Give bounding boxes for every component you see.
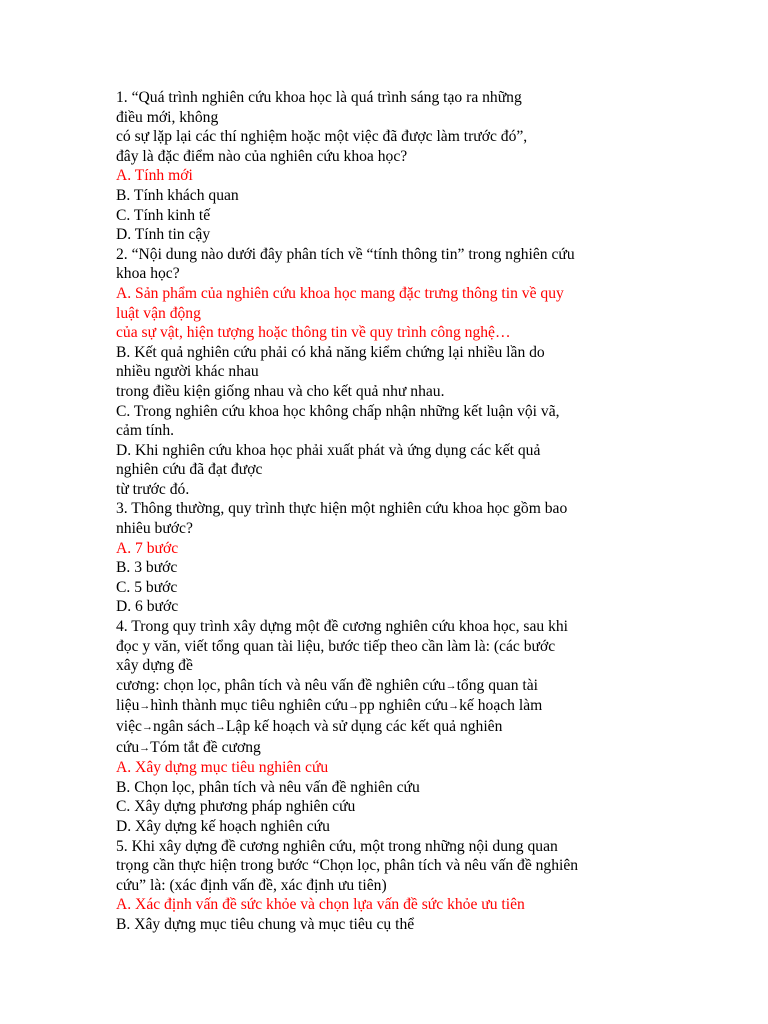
question-4-stem-text: pp nghiên cứu <box>359 697 449 715</box>
question-3 <box>116 499 661 617</box>
question-1-option-b: B. Tính khách quan <box>116 186 239 204</box>
question-4-stem-text: hình thành mục tiêu nghiên cứu <box>150 697 349 715</box>
right-arrow-icon: → <box>139 741 151 754</box>
question-1 <box>116 88 661 245</box>
question-5-stem-line: trọng cần thực hiện trong bước “Chọn lọc, phân tích và nêu vấn đề nghiên <box>116 857 579 875</box>
right-arrow-icon: → <box>445 679 457 692</box>
question-4-option-a-correct: A. Xây dựng mục tiêu nghiên cứu <box>116 759 329 777</box>
question-5-stem-line: 5. Khi xây dựng đề cương nghiên cứu, một trong những nội dung quan <box>116 837 558 855</box>
question-4-stem-line <box>116 676 661 697</box>
question-5 <box>116 837 661 935</box>
question-4-stem-text: liệu <box>116 697 140 715</box>
question-2-option-d: từ trước đó. <box>116 480 190 498</box>
question-4-stem-text: Tóm tắt đề cương <box>150 738 261 756</box>
question-4-stem-line: xây dựng đề <box>116 657 193 675</box>
question-2-option-b: nhiều người khác nhau <box>116 363 259 381</box>
question-1-option-a-correct: A. Tính mới <box>116 167 193 185</box>
question-4-stem-text: kế hoạch làm <box>459 697 543 715</box>
question-4-stem-line <box>116 717 661 738</box>
question-1-stem-line: đây là đặc điểm nào của nghiên cứu khoa học? <box>116 147 408 165</box>
question-4-stem-line <box>116 738 661 759</box>
question-2-stem-line: 2. “Nội dung nào dưới đây phân tích về “tính thông tin” trong nghiên cứu <box>116 245 575 263</box>
question-3-option-a-correct: A. 7 bước <box>116 539 179 557</box>
question-2-option-b: trong điều kiện giống nhau và cho kết quả như nhau. <box>116 382 445 400</box>
question-2 <box>116 245 661 500</box>
question-5-stem-line: cứu” là: (xác định vấn đề, xác định ưu tiên) <box>116 876 387 894</box>
question-1-option-c: C. Tính kinh tế <box>116 206 211 224</box>
question-4-option-c: C. Xây dựng phương pháp nghiên cứu <box>116 798 356 816</box>
question-3-stem-line: nhiêu bước? <box>116 520 193 538</box>
question-4-stem-text: việc <box>116 718 142 735</box>
question-3-stem-line: 3. Thông thường, quy trình thực hiện một nghiên cứu khoa học gồm bao <box>116 500 568 518</box>
question-4-stem-text: tổng quan tài <box>456 676 538 694</box>
question-4-option-d: D. Xây dựng kế hoạch nghiên cứu <box>116 817 330 835</box>
question-4-stem-text: cứu <box>116 738 140 756</box>
question-3-option-d: D. 6 bước <box>116 598 179 616</box>
question-4-stem-line: đọc y văn, viết tổng quan tài liệu, bước tiếp theo cần làm là: (các bước <box>116 637 556 655</box>
question-2-option-d: D. Khi nghiên cứu khoa học phải xuất phát và ứng dụng các kết quả <box>116 441 541 459</box>
question-4-stem-text: cương: chọn lọc, phân tích và nêu vấn đề nghiên cứu <box>116 676 446 694</box>
question-4-stem-text: ngân sách <box>152 718 215 735</box>
question-1-stem-line: có sự lặp lại các thí nghiệm hoặc một việc đã được làm trước đó”, <box>116 128 528 146</box>
question-1-option-d: D. Tính tin cậy <box>116 226 211 244</box>
question-2-option-c: C. Trong nghiên cứu khoa học không chấp nhận những kết luận vội vã, <box>116 402 560 420</box>
question-1-stem-line: điều mới, không <box>116 108 219 126</box>
question-4-stem-line: 4. Trong quy trình xây dựng một đề cương nghiên cứu khoa học, sau khi <box>116 618 568 636</box>
question-2-option-d: nghiên cứu đã đạt được <box>116 461 263 479</box>
question-2-option-a-correct: luật vận động <box>116 304 201 322</box>
right-arrow-icon: → <box>448 700 460 713</box>
right-arrow-icon: → <box>141 721 153 733</box>
question-4 <box>116 617 661 837</box>
question-2-stem-line: khoa học? <box>116 265 180 283</box>
right-arrow-icon: → <box>139 700 151 713</box>
question-5-option-b: B. Xây dựng mục tiêu chung và mục tiêu cụ thể <box>116 915 415 933</box>
question-2-option-b: B. Kết quả nghiên cứu phải có khả năng kiểm chứng lại nhiều lần do <box>116 343 545 361</box>
quiz-content <box>116 88 661 935</box>
question-2-option-a-correct: của sự vật, hiện tượng hoặc thông tin về quy trình công nghệ… <box>116 324 511 342</box>
question-1-stem-line: 1. “Quá trình nghiên cứu khoa học là quá trình sáng tạo ra những <box>116 89 522 106</box>
question-4-stem-line <box>116 696 661 717</box>
right-arrow-icon: → <box>214 721 226 733</box>
question-3-option-b: B. 3 bước <box>116 559 178 577</box>
question-2-option-c: cảm tính. <box>116 422 175 440</box>
question-2-option-a-correct: A. Sản phẩm của nghiên cứu khoa học mang đặc trưng thông tin về quy <box>116 284 564 302</box>
question-5-option-a-correct: A. Xác định vấn đề sức khỏe và chọn lựa vấn đề sức khỏe ưu tiên <box>116 896 525 914</box>
question-4-stem-text: Lập kế hoạch và sử dụng các kết quả nghiên <box>225 718 503 735</box>
right-arrow-icon: → <box>348 700 360 713</box>
question-4-option-b: B. Chọn lọc, phân tích và nêu vấn đề nghiên cứu <box>116 778 420 796</box>
question-3-option-c: C. 5 bước <box>116 578 178 596</box>
